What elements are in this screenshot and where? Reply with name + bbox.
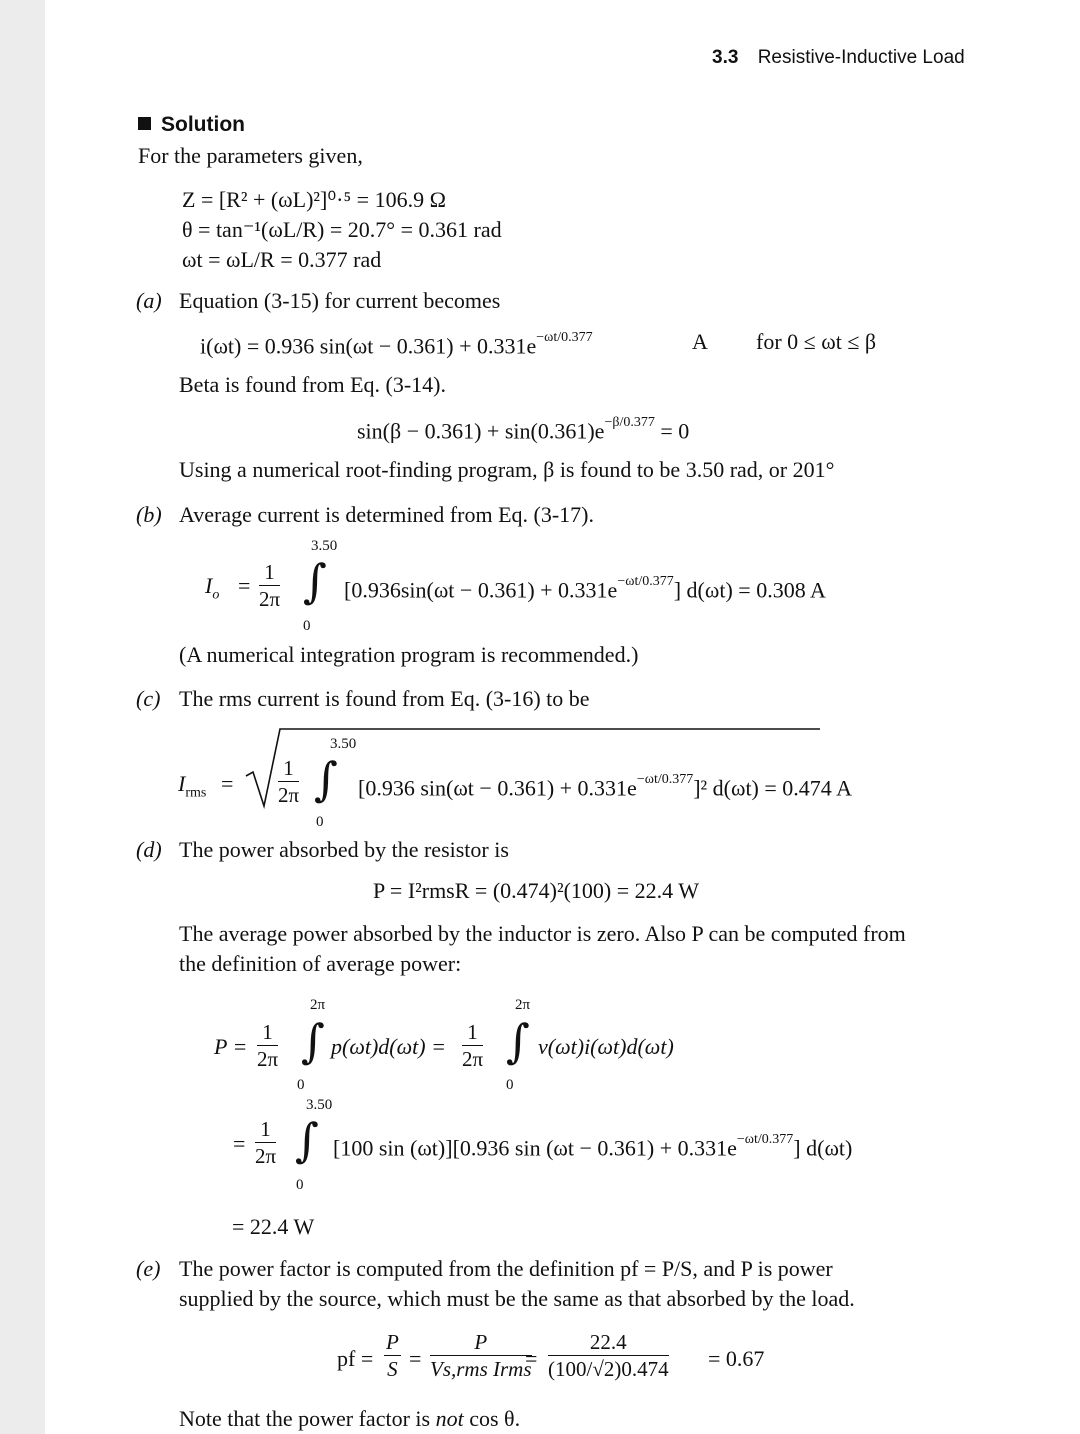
equation-omega-tau: ωt = ωL/R = 0.377 rad [182,247,382,272]
average-power-integrand-long [333,1130,852,1162]
integral-sign-icon: ∫ [295,1113,319,1167]
page-gutter [0,0,45,1434]
solution-intro: For the parameters given, [138,143,363,168]
avg-current-fraction [259,560,280,611]
integrand-body: [0.936 sin(ωt − 0.361) + 0.331e [358,775,637,801]
average-power-fraction-3 [255,1117,276,1168]
note-suffix: cos θ. [463,1406,521,1431]
average-power-text-line-1: The average power absorbed by the inductor is zero. Also P can be computed from [179,921,906,946]
integral-upper-limit: 3.50 [306,1097,333,1113]
equation-current-unit: A [692,329,708,354]
solution-heading-label: Solution [161,113,245,136]
average-power-text-line-2: the definition of average power: [179,951,462,976]
fraction-numerator: P [386,1330,399,1354]
part-c-text: The rms current is found from Eq. (3-16) to be [179,686,590,711]
equation-impedance: Z = [R² + (ωL)²]⁰·⁵ = 106.9 Ω [182,187,446,212]
power-factor-equals-1: = [409,1346,422,1371]
equation-beta [357,413,689,445]
integral-upper-limit: 2π [310,997,326,1013]
integral-lower-limit: 0 [296,1177,304,1193]
integrand-tail: ] d(ωt) = 0.308 A [673,577,826,603]
beta-text: Beta is found from Eq. (3-14). [179,372,446,397]
power-factor-note [179,1405,520,1433]
integral-lower-limit: 0 [506,1077,514,1093]
fraction-denominator: 2π [278,783,300,807]
fraction-denominator: 2π [255,1144,277,1168]
part-e-text-line-2: supplied by the source, which must be the same as that absorbed by the load. [179,1286,855,1311]
fraction-denominator: S [384,1355,401,1381]
fraction-numerator: 1 [264,560,275,584]
integral-sign-icon: ∫ [303,554,327,608]
average-power-fraction-1 [257,1020,278,1071]
rms-current-fraction [278,756,299,807]
fraction-numerator: 1 [283,756,294,780]
integral-sign-icon: ∫ [314,752,338,806]
average-power-equals-2: = [233,1131,246,1156]
integrand-body: [100 sin (ωt)][0.936 sin (ωt − 0.361) + 0.331e [333,1135,737,1161]
running-header [712,46,965,70]
power-factor-fraction-1 [384,1330,401,1381]
avg-current-lhs [205,572,219,609]
integral-lower-limit: 0 [303,618,311,634]
part-a-text: Equation (3-15) for current becomes [179,288,501,313]
power-factor-fraction-3 [548,1330,669,1381]
integration-note: (A numerical integration program is recommended.) [179,642,639,667]
equation-current-body: i(ωt) = 0.936 sin(ωt − 0.361) + 0.331e [200,333,537,359]
part-c-label: (c) [136,686,161,711]
fraction-numerator: 1 [260,1117,271,1141]
equation-beta-body: sin(β − 0.361) + sin(0.361)e [357,418,605,444]
average-power-integrand-p: p(ωt)d(ωt) = [331,1034,446,1059]
part-b-text: Average current is determined from Eq. (3-17). [179,502,594,527]
integrand-tail: ] d(ωt) [793,1135,853,1161]
avg-current-equals: = [238,573,251,598]
integral-upper-limit: 3.50 [311,538,338,554]
heading-square-icon [138,117,151,130]
fraction-denominator: 2π [462,1047,484,1071]
average-power-result: = 22.4 W [232,1214,315,1239]
note-emphasis: not [435,1406,464,1431]
equation-theta: θ = tan⁻¹(ωL/R) = 20.7° = 0.361 rad [182,217,502,242]
fraction-numerator: 1 [467,1020,478,1044]
avg-current-integrand [344,572,826,604]
solution-heading [138,112,245,138]
rms-current-subscript: rms [185,785,207,801]
integral-lower-limit: 0 [316,814,324,830]
rms-current-equals: = [221,771,234,796]
fraction-denominator: 2π [259,587,281,611]
average-power-fraction-2 [462,1020,483,1071]
fraction-numerator: P [474,1330,488,1354]
integral-upper-limit: 2π [515,997,531,1013]
avg-current-symbol: I [205,573,213,598]
equation-beta-exponent: −β/0.377 [604,415,655,430]
note-prefix: Note that the power factor is [179,1406,436,1431]
section-title: Resistive-Inductive Load [757,47,965,68]
part-d-text: The power absorbed by the resistor is [179,837,509,862]
fraction-denominator: 2π [257,1047,279,1071]
fraction-denominator: (100/√2)0.474 [548,1357,669,1381]
integral-sign-icon: ∫ [506,1014,530,1068]
section-number: 3.3 [712,47,739,68]
avg-current-subscript: o [212,587,220,603]
power-factor-result: = 0.67 [708,1346,765,1371]
part-e-label: (e) [136,1256,161,1281]
part-b-label: (b) [136,502,162,527]
part-e-text-line-1: The power factor is computed from the definition pf = P/S, and P is power [179,1256,833,1281]
equation-current-range: for 0 ≤ ωt ≤ β [756,329,877,354]
equation-beta-rhs: = 0 [654,418,690,444]
power-factor-equals-2: = [525,1346,538,1371]
integral-sign-icon: ∫ [301,1014,325,1068]
integrand-exponent: −ωt/0.377 [617,574,674,589]
integral-lower-limit: 0 [297,1077,305,1093]
rms-current-symbol: I [178,771,186,796]
equation-resistor-power: P = I²rmsR = (0.474)²(100) = 22.4 W [373,878,700,903]
integrand-tail: d(ωt) = 0.474 A [707,775,852,801]
fraction-numerator: 1 [262,1020,273,1044]
beta-result: Using a numerical root-finding program, β is found to be 3.50 rad, or 201° [179,457,835,482]
rms-current-lhs [178,770,206,807]
integrand-body: [0.936sin(ωt − 0.361) + 0.331e [344,577,618,603]
average-power-integrand-vi: v(ωt)i(ωt)d(ωt) [538,1034,674,1059]
power-factor-fraction-2 [430,1330,532,1381]
integrand-exponent: −ωt/0.377 [636,772,694,787]
integral-upper-limit: 3.50 [330,736,357,752]
equation-current-exponent: −ωt/0.377 [536,330,593,345]
fraction-denominator: Vs,rms Irms [430,1357,532,1381]
fraction-numerator: 22.4 [589,1330,627,1354]
part-d-label: (d) [136,837,162,862]
part-a-label: (a) [136,288,162,313]
average-power-lhs: P = [214,1034,248,1059]
power-factor-lhs: pf = [337,1346,374,1371]
rms-current-integrand [358,770,852,802]
equation-current [200,328,593,360]
integrand-exponent: −ωt/0.377 [736,1132,794,1147]
integrand-square: ]² [693,775,708,801]
